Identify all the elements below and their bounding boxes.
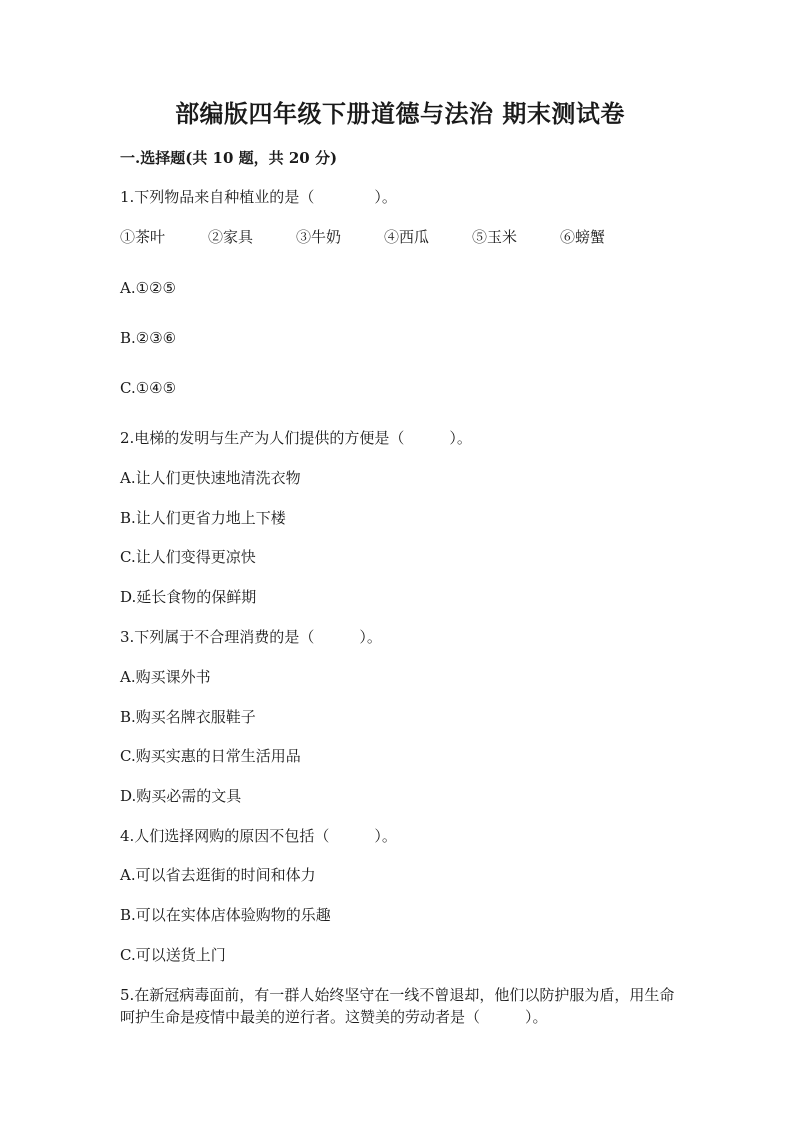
question-5-stem: 5.在新冠病毒面前，有一群人始终坚守在一线不曾退却，他们以防护服为盾，用生命呵护生命是疫情中最美的逆行者。这赞美的劳动者是（ ）。 [120,986,675,1026]
q1-item: ④西瓜 [384,228,430,246]
q1-option-a: A.①②⑤ [120,279,176,297]
q1-item: ②家具 [208,228,254,246]
section-heading: 一.选择题(共 10 题，共 20 分) [120,149,338,167]
q3-option-a: A.购买课外书 [120,668,211,686]
q2-option-c: C.让人们变得更凉快 [120,548,256,566]
q2-option-d: D.延长食物的保鲜期 [120,588,257,606]
q1-item: ⑤玉米 [472,228,518,246]
q1-option-c: C.①④⑤ [120,379,177,397]
q1-item: ⑥螃蟹 [560,228,606,246]
question-2-stem: 2.电梯的发明与生产为人们提供的方便是（ ）。 [120,429,472,447]
page-title: 部编版四年级下册道德与法治 期末测试卷 [175,99,625,128]
question-1-items [120,227,648,247]
q4-option-b: B.可以在实体店体验购物的乐趣 [120,906,331,924]
q2-option-a: A.让人们更快速地清洗衣物 [120,469,301,487]
q2-option-b: B.让人们更省力地上下楼 [120,509,286,527]
q4-option-c: C.可以送货上门 [120,946,226,964]
q1-item: ①茶叶 [120,228,166,246]
question-4-stem: 4.人们选择网购的原因不包括（ ）。 [120,827,397,845]
q3-option-b: B.购买名牌衣服鞋子 [120,708,256,726]
q4-option-a: A.可以省去逛街的时间和体力 [120,866,316,884]
question-1-stem: 1.下列物品来自种植业的是（ ）。 [120,188,397,206]
q3-option-c: C.购买实惠的日常生活用品 [120,747,301,765]
q1-item: ③牛奶 [296,228,342,246]
q1-option-b: B.②③⑥ [120,329,177,347]
q3-option-d: D.购买必需的文具 [120,787,242,805]
question-3-stem: 3.下列属于不合理消费的是（ ）。 [120,628,382,646]
